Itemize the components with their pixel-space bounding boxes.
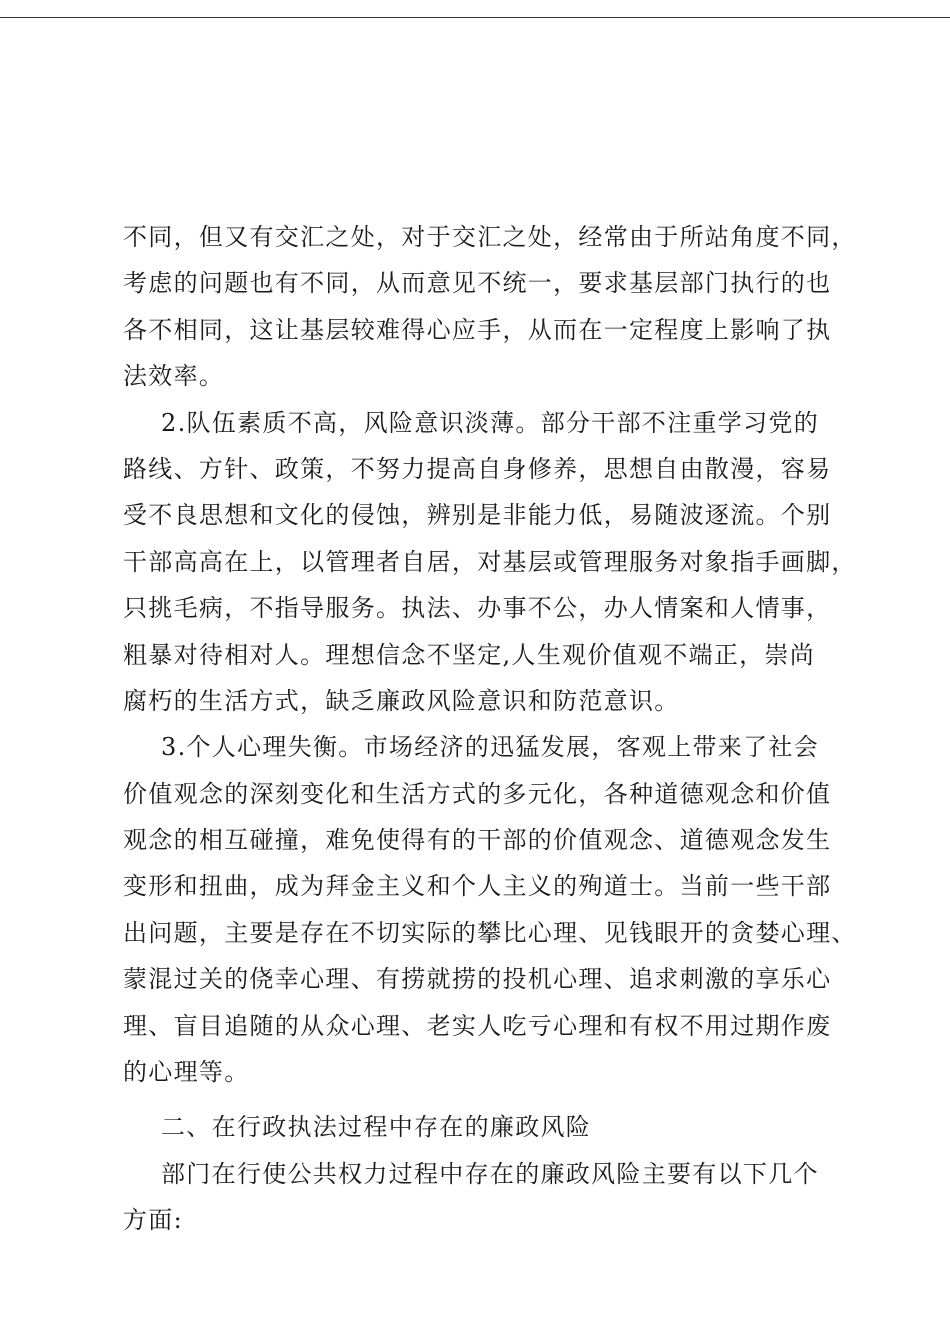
body-line: 受不良思想和文化的侵蚀，辨别是非能力低，易随波逐流。个别 xyxy=(123,501,832,530)
body-line: 法效率。 xyxy=(123,362,225,391)
body-line: 价值观念的深刻变化和生活方式的多元化，各种道德观念和价值 xyxy=(123,779,832,808)
section-gap xyxy=(123,1095,843,1104)
document-body xyxy=(123,214,857,1244)
body-line: 不同，但又有交汇之处，对于交汇之处，经常由于所站角度不同， xyxy=(123,223,857,251)
body-line: 观念的相互碰撞，难免使得有的干部的价值观念、道德观念发生 xyxy=(123,826,832,855)
body-line: 理、盲目追随的从众心理、老实人吃亏心理和有权不用过期作废 xyxy=(123,1011,832,1040)
section-heading: 二、在行政执法过程中存在的廉政风险 xyxy=(161,1113,592,1142)
body-line: 的心理等。 xyxy=(123,1058,250,1087)
body-line: 出问题，主要是存在不切实际的攀比心理、见钱眼开的贪婪心理、 xyxy=(123,918,857,947)
header-rule xyxy=(0,17,950,18)
body-line: 方面: xyxy=(123,1206,183,1235)
body-line: 蒙混过关的侥幸心理、有捞就捞的投机心理、追求刺激的享乐心 xyxy=(123,965,832,994)
paragraph-start-line: 3.个人心理失衡。市场经济的迅猛发展，客观上带来了社会 xyxy=(161,733,819,762)
body-line: 只挑毛病，不指导服务。执法、办事不公，办人情案和人情事， xyxy=(123,594,832,623)
body-line: 变形和扭曲，成为拜金主义和个人主义的殉道士。当前一些干部 xyxy=(123,872,832,901)
body-line: 各不相同，这让基层较难得心应手，从而在一定程度上影响了执 xyxy=(123,315,832,344)
body-line: 干部高高在上，以管理者自居，对基层或管理服务对象指手画脚， xyxy=(123,547,857,576)
paragraph-start-line: 2.队伍素质不高，风险意识淡薄。部分干部不注重学习党的 xyxy=(161,408,819,437)
body-line: 腐朽的生活方式，缺乏廉政风险意识和防范意识。 xyxy=(123,686,680,715)
body-line: 路线、方针、政策，不努力提高自身修养，思想自由散漫，容易 xyxy=(123,454,832,483)
body-line: 粗暴对待相对人。理想信念不坚定,人生观价值观不端正，崇尚 xyxy=(123,640,816,669)
body-line: 考虑的问题也有不同，从而意见不统一，要求基层部门执行的也 xyxy=(123,269,832,298)
paragraph-start-line: 部门在行使公共权力过程中存在的廉政风险主要有以下几个 xyxy=(161,1159,819,1188)
